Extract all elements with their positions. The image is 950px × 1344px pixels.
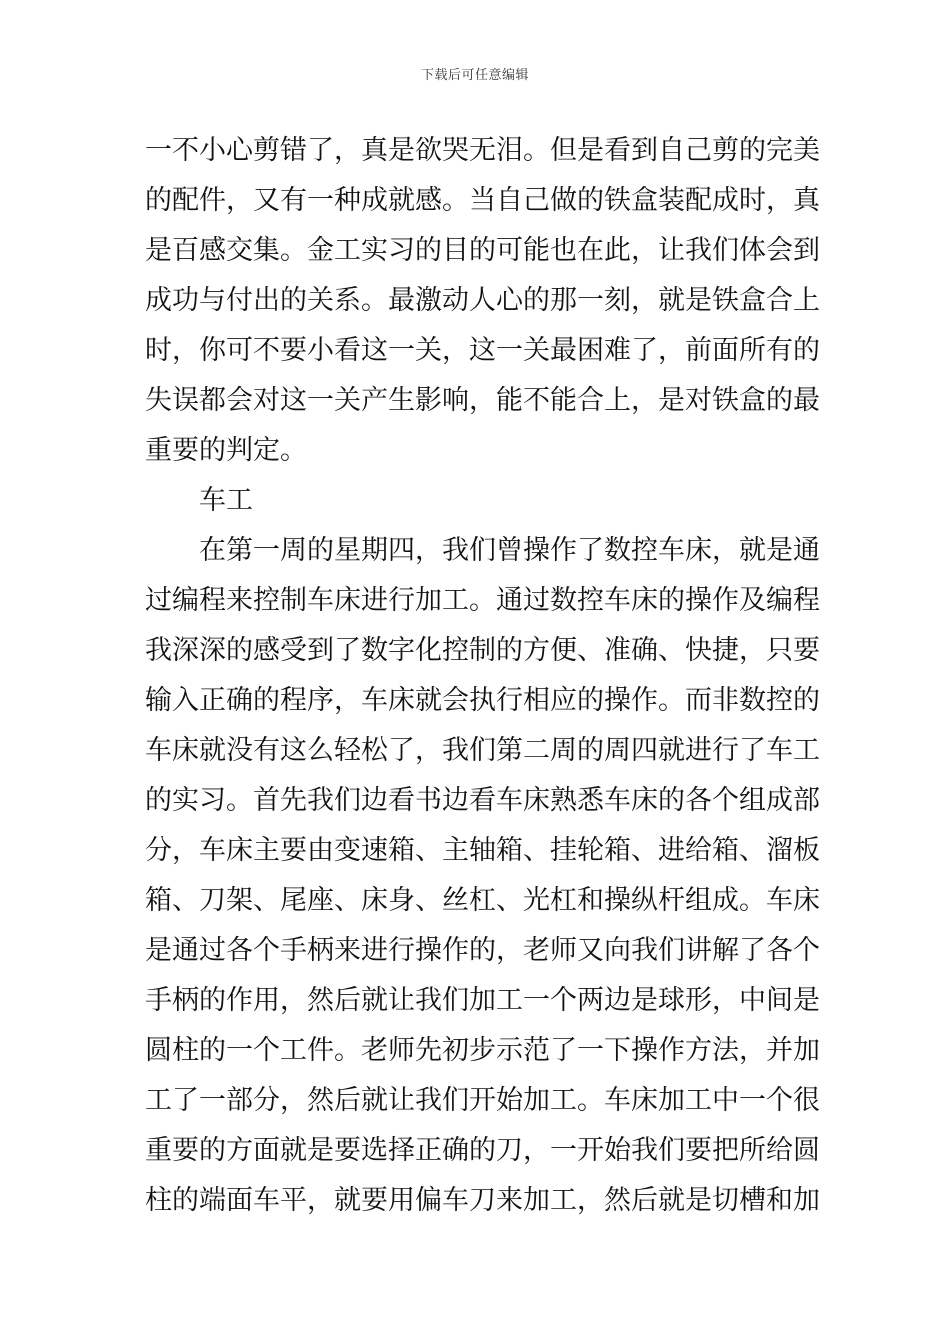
- text-line: 工了一部分，然后就让我们开始加工。车床加工中一个很: [145, 1085, 820, 1116]
- text-line: 柱的端面车平，就要用偏车刀来加工，然后就是切槽和加: [145, 1185, 820, 1216]
- text-line: 重要的方面就是要选择正确的刀，一开始我们要把所给圆: [145, 1135, 820, 1166]
- text-line: 分，车床主要由变速箱、主轴箱、挂轮箱、进给箱、溜板: [145, 835, 820, 866]
- text-line: 我深深的感受到了数字化控制的方便、准确、快捷，只要: [145, 635, 820, 666]
- text-line: 在第一周的星期四，我们曾操作了数控车床，就是通: [199, 535, 820, 566]
- text-line: 是百感交集。金工实习的目的可能也在此，让我们体会到: [145, 235, 820, 266]
- paragraph: [145, 126, 820, 476]
- text-line: 过编程来控制车床进行加工。通过数控车床的操作及编程: [145, 585, 820, 616]
- text-line: 时，你可不要小看这一关，这一关最困难了，前面所有的: [145, 335, 820, 366]
- document-body: [145, 126, 820, 1226]
- text-line: 重要的判定。: [145, 435, 307, 466]
- text-line: 的实习。首先我们边看书边看车床熟悉车床的各个组成部: [145, 785, 820, 816]
- section-heading: 车工: [199, 485, 253, 516]
- text-line: 的配件，又有一种成就感。当自己做的铁盒装配成时，真: [145, 185, 820, 216]
- text-line: 手柄的作用，然后就让我们加工一个两边是球形，中间是: [145, 985, 820, 1016]
- text-line: 是通过各个手柄来进行操作的，老师又向我们讲解了各个: [145, 935, 820, 966]
- header-note: 下载后可任意编辑: [420, 68, 529, 83]
- text-line: 输入正确的程序，车床就会执行相应的操作。而非数控的: [145, 685, 820, 716]
- text-line: 失误都会对这一关产生影响，能不能合上，是对铁盒的最: [145, 385, 820, 416]
- text-line: 成功与付出的关系。最激动人心的那一刻，就是铁盒合上: [145, 285, 820, 316]
- text-line: 车床就没有这么轻松了，我们第二周的周四就进行了车工: [145, 735, 820, 766]
- text-line: 圆柱的一个工件。老师先初步示范了一下操作方法，并加: [145, 1035, 820, 1066]
- text-line: 一不小心剪错了，真是欲哭无泪。但是看到自己剪的完美: [145, 135, 820, 166]
- paragraph: [145, 526, 820, 1226]
- text-line: 箱、刀架、尾座、床身、丝杠、光杠和操纵杆组成。车床: [145, 885, 820, 916]
